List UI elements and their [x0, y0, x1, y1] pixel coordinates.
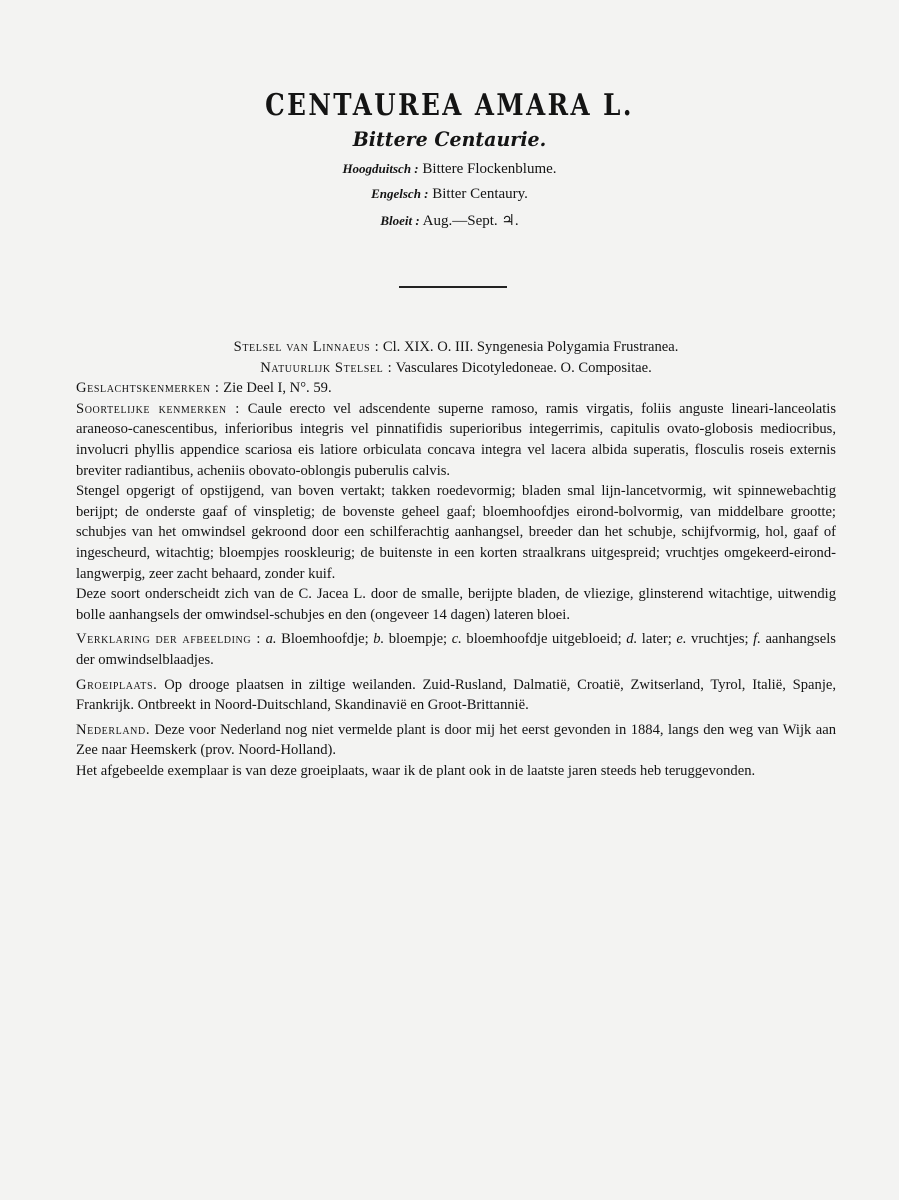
verklaring-f: f. [753, 631, 761, 648]
geslacht-key: Geslachtskenmerken : [76, 380, 220, 397]
linnaeus-value: Cl. XIX. O. III. Syngenesia Polygamia Frustranea. [382, 339, 679, 355]
afgebeelde-paragraph: Het afgebeelde exemplaar is van deze groeiplaats, waar ik de plant ook in de laatste jaren steeds heb teruggevonden. [76, 762, 756, 779]
meta-key: Engelsch : [371, 186, 429, 201]
verklaring-key: Verklaring der afbeelding : [76, 631, 262, 648]
natuurlijk-key: Natuurlijk Stelsel : [260, 359, 393, 376]
geslacht-paragraph [76, 378, 836, 399]
verklaring-e: e. [676, 631, 687, 648]
verklaring-d-text: later; [641, 631, 672, 648]
meta-bloeit [0, 211, 899, 230]
verklaring-e-text: vruchtjes; [691, 631, 749, 648]
verklaring-f-text: aanhangsels der omwindselblaadjes. [76, 631, 836, 668]
soort-paragraph [76, 399, 836, 481]
verklaring-c: c. [451, 631, 462, 648]
deze-soort-paragraph: Deze soort onderscheidt zich van de C. Jacea L. door de smalle, berijpte bladen, de vliezige, glinsterend witachtige, uitwendig bolle aanhangsels der omwindsel-schubjes en den (ongeveer 14 dagen) lateren bloei. [76, 586, 836, 623]
natuurlijk-value: Vasculares Dicotyledoneae. O. Compositae. [395, 359, 652, 376]
body-text [76, 337, 836, 781]
verklaring-d: d. [626, 631, 638, 648]
nederland-paragraph [76, 720, 836, 761]
nederland-value: Deze voor Nederland nog niet vermelde plant is door mij het eerst gevonden in 1884, langs den weg van Wijk aan Zee naar Heemskerk (prov. Noord-Holland). [76, 721, 836, 759]
meta-value: Bitter Centaury. [432, 186, 528, 202]
meta-key: Bloeit : [380, 213, 420, 228]
groeiplaats-key: Groeiplaats. [76, 676, 158, 693]
meta-hoogduitsch [0, 161, 899, 178]
soort-value: Caule erecto vel adscendente superne ramoso, ramis virgatis, foliis anguste lineari-lanceolatis araneoso-canescentibus, inferioribus integris vel pinnatifidis superioribus integerrimis, capitulis ovato-globosis mediocribus, involucri phyllis appendice scariosa eis latiore orbiculata concava integra vel lacera albida superatis, flosculis roseis externis breviter radiantibus, acheniis obovato-oblongis puberulis calvis. [76, 400, 836, 479]
divider-rule [399, 286, 507, 288]
meta-value: Bittere Flockenblume. [422, 161, 557, 177]
groeiplaats-value: Op drooge plaatsen in ziltige weilanden. Zuid-Rusland, Dalmatië, Croatië, Zwitserland, Tyrol, Italië, Spanje, Frankrijk. Ontbreekt in Noord-Duitschland, Skandinavië en Groot-Brittannië. [76, 676, 836, 714]
verklaring-b: b. [373, 631, 385, 648]
linnaeus-paragraph [76, 337, 836, 358]
verklaring-b-text: bloempje; [388, 631, 448, 648]
nederland-key: Nederland. [76, 721, 151, 738]
page-subtitle: Bittere Centaurie. [352, 127, 547, 151]
verklaring-c-text: bloemhoofdje uitgebloeid; [466, 631, 622, 648]
meta-key: Hoogduitsch : [342, 161, 419, 176]
geslacht-value: Zie Deel I, N°. 59. [223, 380, 332, 397]
verklaring-a-text: Bloemhoofdje; [281, 631, 369, 648]
natuurlijk-paragraph [76, 358, 836, 379]
soort-key: Soortelijke kenmerken : [76, 400, 240, 417]
meta-engelsch [0, 186, 899, 203]
verklaring-paragraph [76, 629, 836, 670]
meta-value: Aug.—Sept. ♃. [422, 213, 519, 229]
stengel-paragraph: Stengel opgerigt of opstijgend, van boven vertakt; takken roedevormig; bladen smal lijn-lancetvormig, wit spinnewebachtig berijpt; de onderste gaaf of vinspletig; de bovenste geheel gaaf; bloemhoofdjes eirond-bolvormig, van middelbare grootte; schubjes van het omwindsel gekroond door een schilferachtig aanhangsel, breeder dan het schubje, schijfvormig, hol, gaaf of ingescheurd, witachtig; bloempjes rooskleurig; de buitenste in een korten straalkrans uitgespreid; vruchtjes omgekeerd-eirond-langwerpig, zeer zacht behaard, zonder kuif. [76, 483, 836, 582]
page-title: CENTAUREA AMARA L. [265, 88, 634, 123]
linnaeus-key: Stelsel van Linnaeus : [233, 339, 380, 355]
verklaring-a: a. [265, 631, 277, 648]
groeiplaats-paragraph [76, 675, 836, 716]
